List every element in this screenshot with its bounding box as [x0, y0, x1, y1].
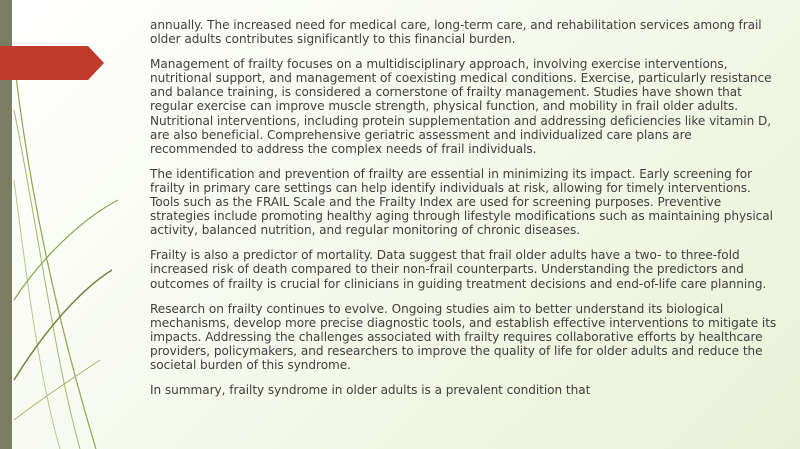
- paragraph-4: Frailty is also a predictor of mortality. Data suggest that frail older adults have a two- to three-fold increased risk of death compared to their non-frail counterparts. Understanding the predictors and outcomes of frailty is crucial for clinicians in guiding treatment decisions and end-of-life care planning.: [150, 248, 767, 291]
- paragraph-1: annually. The increased need for medical care, long-term care, and rehabilitation services among frail older adults contributes significantly to this financial burden.: [150, 18, 762, 47]
- paragraph-5: Research on frailty continues to evolve. Ongoing studies aim to better understand its biological mechanisms, develop more precise diagnostic tools, and establish effective interventions to mitigate its impacts. Addressing the challenges associated with frailty requires collaborative efforts by healthcare providers, policymakers, and researchers to improve the quality of life for older adults and reduce the societal burden of this syndrome.: [150, 301, 777, 372]
- paragraph-6: In summary, frailty syndrome in older adults is a prevalent condition that: [150, 383, 591, 398]
- paragraph-2: Management of frailty focuses on a multidisciplinary approach, involving exercise interventions, nutritional support, and management of coexisting medical conditions. Exercise, particularly resistance and balance training, is considered a cornerstone of frailty management. Studies have shown that regular exercise can improve muscle strength, physical function, and mobility in frail older adults. Nutritional interventions, including protein supplementation and addressing deficiencies like vitamin D, are also beneficial. Comprehensive geriatric assessment and individualized care plans are recommended to address the complex needs of frail individuals.: [150, 57, 772, 156]
- curve-4: [14, 200, 118, 300]
- slide-body-text: [150, 18, 780, 408]
- paragraph-3: The identification and prevention of frailty are essential in minimizing its impact. Early screening for frailty in primary care settings can help identify individuals at risk, allowing for timely interventions. Tools such as the FRAIL Scale and the Frailty Index are used for screening purposes. Preventive strategies include promoting healthy aging through lifestyle modifications such as maintaining physical activity, balanced nutrition, and regular monitoring of chronic diseases.: [150, 166, 773, 238]
- curve-6: [14, 360, 100, 420]
- red-arrow-tab: [0, 46, 104, 80]
- curve-3: [14, 180, 60, 449]
